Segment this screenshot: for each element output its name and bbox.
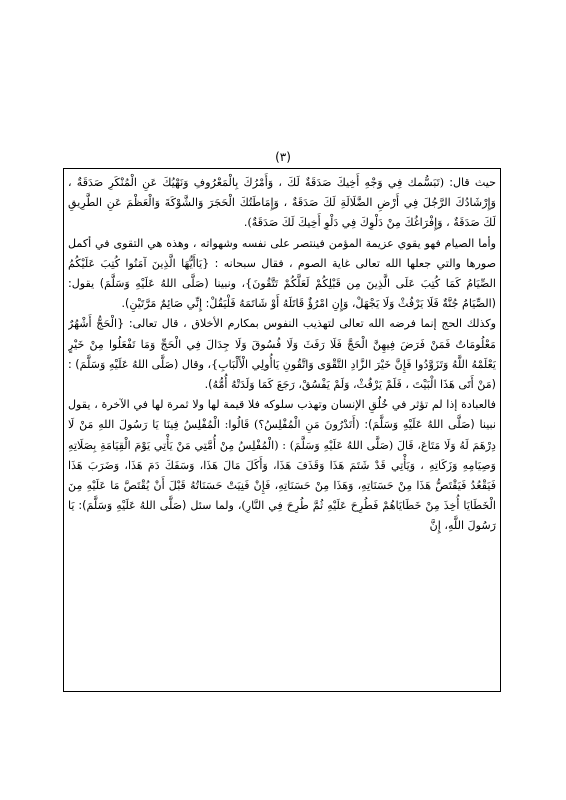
paragraph-2	[68, 234, 496, 315]
paragraph-4	[68, 395, 496, 536]
paragraph-3-outro: ، وقال (صَلَّى اللهُ عَلَيْهِ وَسَلَّمَ) : (مَنْ أَتَى هَذَا الْبَيْتَ ، فَلَمْ يَرْفُثْ، وَلَمْ يَفْسُقْ، رَجَعَ كَمَا وَلَدَتْهُ أُمُّهُ).	[68, 357, 496, 392]
paragraph-4-intro: فالعبادة إذا لم تؤثر في خُلُقِ الإنسان وتهذب سلوكه فلا قيمة لها ولا ثمرة لها في الآخرة ، يقول نبينا (صَلَّى اللهُ عَلَيْهِ وَسَلَّمَ):	[68, 398, 496, 432]
paragraph-1	[68, 173, 496, 234]
page-number: (٣)	[275, 150, 291, 164]
paragraph-2-verse-quote: {يَاأَيُّهَا الَّذِينَ آمَنُوا كُتِبَ عَلَيْكُمُ الصِّيَامُ كَمَا كُتِبَ عَلَى الَّذِينَ مِن قَبْلِكُمْ لَعَلَّكُمْ تَتَّقُونَ}	[68, 256, 496, 291]
paragraph-4-outro: ، ولما سئل (صَلَّى اللهُ عَلَيْهِ وَسَلَّمَ): يَا رَسُولَ اللَّهِ، إِنَّ	[68, 499, 496, 533]
paragraph-2-outro: ، ونبينا (صَلَّى اللهُ عَلَيْهِ وَسَلَّمَ) يقول: (الصِّيَامُ جُنَّةٌ فَلَا يَرْفُثْ وَلَا يَجْهَلْ، وَإِنِ امْرُؤٌ قَاتَلَهُ أَوْ شَاتَمَهُ فَلْيَقُلْ: إِنِّي صَائِمٌ مَرَّتَيْنِ).	[68, 277, 496, 311]
paragraph-4-hadith-quote: (أَتَدْرُونَ مَنِ الْمُفْلِسُ؟) قَالُوا: الْمُفْلِسُ فِينَا يَا رَسُولَ اللهِ مَنْ لَا دِرْهَمَ لَهُ وَلَا مَتَاعَ، قَالَ (صَلَّى اللهُ عَلَيْهِ وَسَلَّمَ) : (الْمُفْلِسُ مِنْ أُمَّتِي مَنْ يَأْتِي يَوْمَ الْقِيَامَةِ بِصَلَاتِهِ وَصِيَامِهِ وَزَكَاتِهِ ، وَيَأْتِي قَدْ شَتَمَ هَذَا وَقَذَفَ هَذَا، وَأَكَلَ مَالَ هَذَا، وَسَفَكَ دَمَ هَذَا، وَضَرَبَ هَذَا فَيَقْعُدُ فَيَقْتَصُّ هَذَا مِنْ حَسَنَاتِهِ، وَهَذَا مِنْ حَسَنَاتِهِ، فَإِنْ فَنِيَتْ حَسَنَاتُهُ قَبْلَ أَنْ يُقْتَصَّ مَا عَلَيْهِ مِنَ الْخَطَايَا أُخِذَ مِنْ خَطَايَاهُمْ فَطُرِحَ عَلَيْهِ ثُمَّ طُرِحَ فِي النَّارِ)	[68, 418, 496, 513]
paragraph-3	[68, 314, 496, 395]
paragraph-3-verse-quote: {الْحَجُّ أَشْهُرٌ مَعْلُومَاتٌ فَمَنْ فَرَضَ فِيهِنَّ الْحَجَّ فَلَا رَفَثَ وَلَا فُسُوقَ وَلَا جِدَالَ فِي الْحَجِّ وَمَا تَفْعَلُوا مِنْ خَيْرٍ يَعْلَمْهُ اللَّهُ وَتَزَوَّدُوا فَإِنَّ خَيْرَ الزَّادِ التَّقْوَى وَاتَّقُونِ يَاأُولِي الْأَلْبَابِ}	[68, 317, 496, 371]
text-body	[68, 173, 496, 689]
paragraph-1-intro: حيث قال:	[444, 176, 496, 189]
paragraph-2-intro: وأما الصيام فهو يقوي عزيمة المؤمن فينتصر على نفسه وشهواته ، وهذه هي التقوى في أكمل صورها والتي جعلها الله تعالى غاية الصوم ، فقال سبحانه :	[68, 236, 496, 270]
paragraph-1-hadith-quote: (تَبَسُّمك فِي وَجْهِ أَخِيكَ صَدَقَةٌ لَكَ ، وَأَمْرُكَ بِالْمَعْرُوفِ وَنَهْيُكَ عَنِ الْمُنْكَرِ صَدَقَةٌ ، وَإِرْشَادُكَ الرَّجُلَ فِي أَرْضِ الضَّلَالَةِ لَكَ صَدَقَةٌ ، وَإِمَاطَتُكَ الْحَجَرَ وَالشَّوْكَةَ وَالْعَظْمَ عَنِ الطَّرِيقِ لَكَ صَدَقَةٌ ، وَإِفْرَاغُكَ مِنْ دَلْوِكَ فِي دَلْوِ أَخِيكَ لَكَ صَدَقَةٌ)	[68, 176, 496, 230]
paragraph-1-outro: .	[243, 216, 248, 230]
paragraph-3-intro: وكذلك الحج إنما فرضه الله تعالى لتهذيب النفوس بمكارم الأخلاق ، قال تعالى:	[124, 317, 496, 331]
